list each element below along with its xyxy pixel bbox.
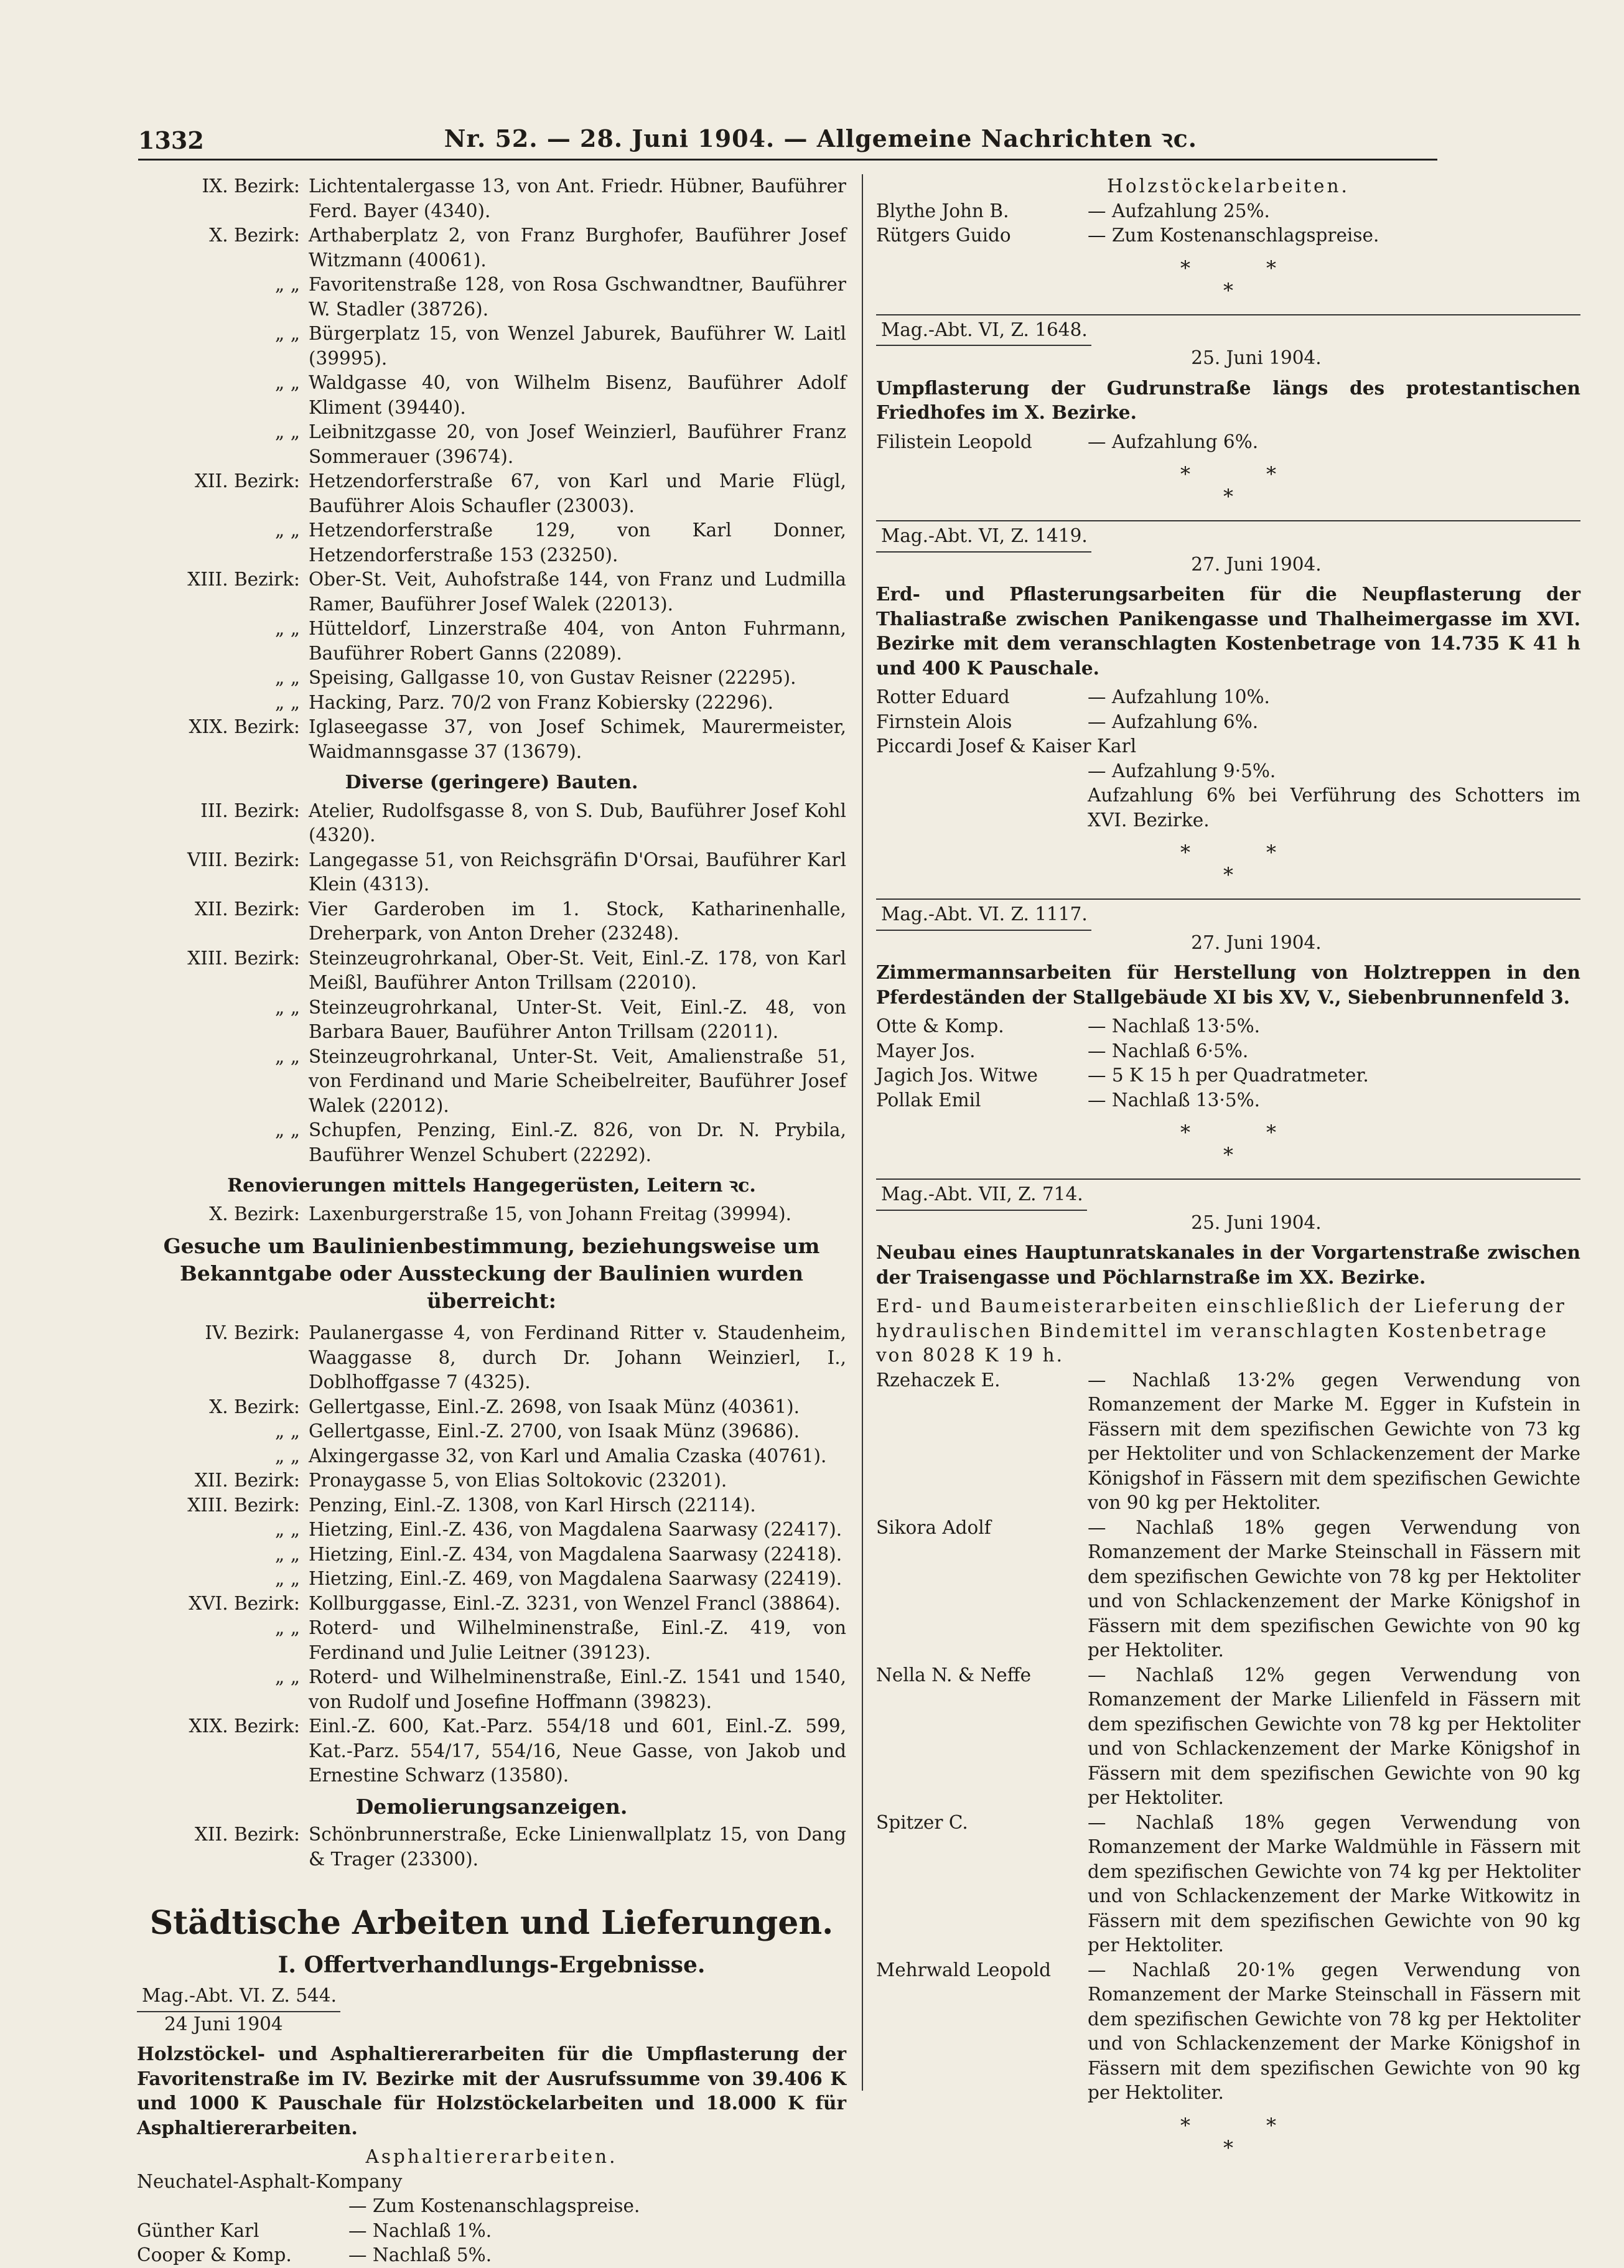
bid-result: — Nachlaß 18% gegen Verwendung von Romanzement der Marke Waldmühle in Fässern mit dem spezifischen Gewichte von 74 kg per Hektoliter und von Schlackenzement der Marke Witkowitz in Fässern mit dem spezifischen Gewichte von 90 kg per Hektoliter. bbox=[1088, 1811, 1580, 1956]
entry-text: Hetzendorferstraße 129, von Karl Donner, Hetzendorferstraße 153 (23250). bbox=[309, 520, 846, 566]
district-label: „ „ bbox=[275, 1568, 300, 1589]
table-row bbox=[876, 1958, 1580, 2106]
list-item bbox=[137, 715, 846, 764]
bidder-name: Sikora Adolf bbox=[876, 1516, 991, 1538]
entry-text: Penzing, Einl.-Z. 1308, von Karl Hirsch (22114). bbox=[309, 1494, 756, 1516]
entry-text: Speising, Gallgasse 10, von Gustav Reisner (22295). bbox=[309, 667, 796, 688]
bidder-name: Otte & Komp. bbox=[876, 1015, 1004, 1037]
bidder-name bbox=[876, 783, 1088, 833]
table-row bbox=[876, 1088, 1580, 1113]
b5-subheading: Erd- und Baumeisterarbeiten einschließlich der Lieferung der hydraulischen Bindemittel im veranschlagten Kostenbetrage von 8028 K 19 h. bbox=[876, 1295, 1566, 1366]
table-row bbox=[137, 2243, 846, 2268]
header-rule bbox=[138, 159, 1437, 161]
district-label: „ „ bbox=[275, 372, 300, 393]
entry-text: Atelier, Rudolfsgasse 8, von S. Dub, Bauführer Josef Kohl (4320). bbox=[309, 800, 846, 846]
district-label: XVI. Bezirk: bbox=[189, 1592, 300, 1614]
entry-text: Schönbrunnerstraße, Ecke Linienwallplatz 15, von Dang & Trager (23300). bbox=[309, 1824, 846, 1870]
entry-text: Hietzing, Einl.-Z. 434, von Magdalena Saarwasy (22418). bbox=[309, 1543, 842, 1565]
district-label: X. Bezirk: bbox=[209, 225, 300, 246]
district-label: „ „ bbox=[275, 1617, 300, 1638]
bid-result: — Nachlaß 12% gegen Verwendung von Romanzement der Marke Lilienfeld in Fässern mit dem spezifischen Gewichte von 78 kg per Hektoliter und von Schlackenzement der Marke Königshof in Fässern mit dem spezifischen Gewichte von 90 kg per Hektoliter. bbox=[1088, 1664, 1580, 1808]
bid-result: — Nachlaß 20·1% gegen Verwendung von Romanzement der Marke Steinschall in Fässern mit dem spezifischen Gewichte von 78 kg per Hektoliter und von Schlackenzement der Marke Königshof in Fässern mit dem spezifischen Gewichte von 90 kg per Hektoliter. bbox=[1088, 1959, 1580, 2103]
list-item bbox=[137, 1822, 846, 1872]
entry-text: Leibnitzgasse 20, von Josef Weinzierl, Bauführer Franz Sommerauer (39674). bbox=[309, 421, 846, 467]
entry-text: Iglaseegasse 37, von Josef Schimek, Maurermeister, Waidmannsgasse 37 (13679). bbox=[309, 716, 846, 762]
list-item bbox=[137, 223, 846, 273]
bidder-name: Mayer Jos. bbox=[876, 1040, 976, 1062]
list-item bbox=[137, 371, 846, 420]
entry-text: Alxingergasse 32, von Karl und Amalia Czaska (40761). bbox=[309, 1445, 827, 1467]
running-title: Nr. 52. — 28. Juni 1904. — Allgemeine Nachrichten ꝛc. bbox=[444, 124, 1198, 152]
entry-text: Favoritenstraße 128, von Rosa Gschwandtner, Bauführer W. Stadler (38726). bbox=[309, 274, 846, 320]
bid-result: — Aufzahlung 10%. bbox=[1088, 686, 1270, 707]
bid-result: Aufzahlung 6% bei Verführung des Schotters im XVI. Bezirke. bbox=[1088, 785, 1580, 831]
list-item bbox=[137, 1468, 846, 1493]
heading-gesuche: Gesuche um Baulinienbestimmung, beziehungsweise um Bekanntgabe oder Aussteckung der Baulinien wurden überreicht: bbox=[163, 1234, 820, 1313]
right-column bbox=[876, 174, 1580, 2172]
bid-result: — Nachlaß 13·5%. bbox=[1088, 1015, 1260, 1037]
district-label: VIII. Bezirk: bbox=[187, 849, 300, 870]
table-row bbox=[137, 2170, 846, 2195]
bidder-name: Cooper & Komp. bbox=[137, 2244, 292, 2266]
b5-description: Neubau eines Hauptunratskanales in der Vorgartenstraße zwischen der Traisengasse und Pöchlarnstraße im XX. Bezirke. bbox=[876, 1241, 1580, 1288]
list-item bbox=[137, 946, 846, 996]
entry-text: Gellertgasse, Einl.-Z. 2700, von Isaak Münz (39686). bbox=[309, 1421, 800, 1442]
list-item bbox=[137, 567, 846, 617]
list-item bbox=[137, 1616, 846, 1665]
list-item bbox=[137, 666, 846, 691]
entry-text: Paulanergasse 4, von Ferdinand Ritter v. Staudenheim, Waaggasse 8, durch Dr. Johann Weinzierl, I., Doblhoffgasse 7 (4325). bbox=[309, 1322, 846, 1393]
b2-results bbox=[876, 430, 1580, 455]
tender-description: Holzstöckel- und Asphaltiererarbeiten für die Umpflasterung der Favoritenstraße im IV. Bezirke mit der Ausrufssumme von 39.406 K und 1000 K Pauschale für Holzstöckelarbeiten und 18.000 K für Asphaltiererarbeiten. bbox=[137, 2043, 846, 2139]
table-row bbox=[137, 2194, 846, 2219]
table-row bbox=[876, 199, 1580, 224]
list-item bbox=[137, 1045, 846, 1119]
list-item bbox=[137, 1202, 846, 1227]
tender-results bbox=[137, 2170, 846, 2268]
entry-text: Pronaygasse 5, von Elias Soltokovic (23201). bbox=[309, 1470, 727, 1491]
district-label: „ „ bbox=[275, 323, 300, 344]
b5-ref: Mag.-Abt. VII, Z. 714. bbox=[876, 1182, 1087, 1211]
entry-text: Waldgasse 40, von Wilhelm Bisenz, Bauführer Adolf Kliment (39440). bbox=[309, 372, 846, 418]
entry-text: Ober-St. Veit, Auhofstraße 144, von Franz und Ludmilla Ramer, Bauführer Josef Walek (22013). bbox=[309, 569, 846, 615]
bidder-name: Pollak Emil bbox=[876, 1089, 981, 1111]
list-item bbox=[137, 1419, 846, 1444]
bid-result: — Nachlaß 13·5%. bbox=[1088, 1089, 1260, 1111]
bid-result: — Aufzahlung 9·5%. bbox=[1088, 760, 1276, 782]
district-label: XIII. Bezirk: bbox=[187, 947, 300, 969]
table-row bbox=[876, 1811, 1580, 1958]
page-number: 1332 bbox=[138, 126, 204, 154]
district-label: „ „ bbox=[275, 1543, 300, 1565]
entry-text: Laxenburgerstraße 15, von Johann Freitag (39994). bbox=[309, 1203, 791, 1225]
district-label: XIX. Bezirk: bbox=[189, 716, 300, 737]
b4-results bbox=[876, 1014, 1580, 1113]
district-label: X. Bezirk: bbox=[209, 1203, 300, 1225]
table-row bbox=[876, 710, 1580, 735]
entries-diverse bbox=[137, 799, 846, 1168]
b3-results bbox=[876, 685, 1580, 833]
bidder-name: Neuchatel-Asphalt-Kompany bbox=[137, 2170, 403, 2192]
b1-results bbox=[876, 199, 1580, 248]
separator-stars: * * * bbox=[1180, 841, 1277, 887]
bidder-name: Günther Karl bbox=[137, 2219, 259, 2241]
bid-result: — Aufzahlung 6%. bbox=[1088, 711, 1259, 732]
list-item bbox=[137, 1118, 846, 1167]
entry-text: Hacking, Parz. 70/2 von Franz Kobiersky (22296). bbox=[309, 691, 773, 713]
list-item bbox=[137, 1321, 846, 1395]
b3-rule bbox=[876, 520, 1580, 521]
list-item bbox=[137, 897, 846, 946]
left-column bbox=[137, 174, 846, 2268]
b4-date: 27. Juni 1904. bbox=[1191, 931, 1322, 953]
district-label: III. Bezirk: bbox=[200, 800, 300, 821]
separator-stars: * * * bbox=[1180, 1121, 1277, 1167]
district-label: „ „ bbox=[275, 1045, 300, 1067]
heading-renovations: Renovierungen mittels Hangegerüsten, Leitern ꝛc. bbox=[227, 1175, 756, 1197]
table-row bbox=[137, 2219, 846, 2244]
list-item bbox=[137, 799, 846, 848]
bid-result: — Nachlaß 18% gegen Verwendung von Romanzement der Marke Steinschall in Fässern mit dem spezifischen Gewichte von 78 kg per Hektoliter und von Schlackenzement der Marke Königshof in Fässern mit dem spezifischen Gewichte von 90 kg per Hektoliter. bbox=[1088, 1516, 1580, 1661]
district-label: XII. Bezirk: bbox=[194, 470, 300, 492]
main-title: Städtische Arbeiten und Lieferungen. bbox=[149, 1904, 834, 1942]
bidder-name: Mehrwald Leopold bbox=[876, 1959, 1052, 1981]
list-item bbox=[137, 1542, 846, 1567]
b2-description: Umpflasterung der Gudrunstraße längs des protestantischen Friedhofes im X. Bezirke. bbox=[876, 376, 1580, 423]
separator-stars: * * * bbox=[1180, 256, 1277, 302]
page-header bbox=[138, 111, 1437, 154]
list-item bbox=[137, 1567, 846, 1592]
entries-renovations bbox=[137, 1202, 846, 1227]
list-item bbox=[137, 1665, 846, 1714]
entry-text: Vier Garderoben im 1. Stock, Katharinenhalle, Dreherpark, von Anton Dreher (23248). bbox=[309, 898, 846, 944]
district-label: XII. Bezirk: bbox=[194, 1824, 300, 1845]
b3-date: 27. Juni 1904. bbox=[1191, 553, 1322, 575]
district-label: „ „ bbox=[275, 618, 300, 639]
entries-demolitions bbox=[137, 1822, 846, 1872]
entry-text: Hietzing, Einl.-Z. 469, von Magdalena Saarwasy (22419). bbox=[309, 1568, 842, 1589]
list-item bbox=[137, 996, 846, 1045]
bid-result: — Nachlaß 13·2% gegen Verwendung von Romanzement der Marke M. Egger in Kufstein in Fässern mit dem spezifischen Gewichte von 73 kg per Hektoliter und von Schlackenzement der Marke Königshof in Fässern mit dem spezifischen Gewichte von 90 kg per Hektoliter. bbox=[1088, 1369, 1580, 1513]
bid-result: — 5 K 15 h per Quadratmeter. bbox=[1088, 1065, 1369, 1086]
entry-text: Bürgerplatz 15, von Wenzel Jaburek, Bauführer W. Laitl (39995). bbox=[309, 323, 846, 369]
b5-rule bbox=[876, 1178, 1580, 1180]
separator-stars: * * * bbox=[1180, 462, 1277, 508]
table-row bbox=[876, 1663, 1580, 1811]
entry-text: Roterd- und Wilhelminenstraße, Einl.-Z. 419, von Ferdinand und Julie Leitner (39123). bbox=[309, 1617, 846, 1663]
district-label: „ „ bbox=[275, 996, 300, 1018]
district-label: XIII. Bezirk: bbox=[187, 1494, 300, 1516]
entry-text: Schupfen, Penzing, Einl.-Z. 826, von Dr. N. Prybila, Bauführer Wenzel Schubert (22292). bbox=[309, 1119, 846, 1165]
table-row bbox=[876, 1516, 1580, 1663]
entry-text: Langegasse 51, von Reichsgräfin D'Orsai, Bauführer Karl Klein (4313). bbox=[309, 849, 846, 895]
table-row bbox=[876, 430, 1580, 455]
list-item bbox=[137, 1592, 846, 1617]
entry-text: Steinzeugrohrkanal, Unter-St. Veit, Einl.-Z. 48, von Barbara Bauer, Bauführer Anton Trillsam (22011). bbox=[309, 996, 846, 1042]
table-row bbox=[876, 734, 1580, 759]
ref-date: 24 Juni 1904 bbox=[164, 2013, 283, 2035]
bidder-name: Rzehaczek E. bbox=[876, 1369, 1001, 1391]
district-label: XII. Bezirk: bbox=[194, 898, 300, 920]
list-item bbox=[137, 1714, 846, 1788]
district-label: „ „ bbox=[275, 1519, 300, 1540]
bid-result: — Nachlaß 6·5%. bbox=[1088, 1040, 1249, 1062]
bidder-name bbox=[876, 759, 1088, 784]
district-label: „ „ bbox=[275, 274, 300, 295]
b3-description: Erd- und Pflasterungsarbeiten für die Neupflasterung der Thaliastraße zwischen Panikengasse und Thalheimergasse im XVI. Bezirke mit dem veranschlagten Kostenbetrage von 14.735 K 41 h und 400 K Pauschale. bbox=[876, 583, 1580, 679]
list-item bbox=[137, 469, 846, 518]
ref-block bbox=[137, 1984, 846, 2012]
bidder-name: Firnstein Alois bbox=[876, 711, 1012, 732]
section-title: I. Offertverhandlungs-Ergebnisse. bbox=[278, 1952, 706, 1978]
district-label: „ „ bbox=[275, 667, 300, 688]
list-item bbox=[137, 1493, 846, 1518]
entry-text: Lichtentalergasse 13, von Ant. Friedr. Hübner, Bauführer Ferd. Bayer (4340). bbox=[309, 175, 846, 222]
bid-result: — Aufzahlung 6%. bbox=[1088, 431, 1259, 452]
heading-diverse: Diverse (geringere) Bauten. bbox=[345, 772, 638, 793]
table-row bbox=[876, 685, 1580, 710]
list-item bbox=[137, 1444, 846, 1469]
district-label: „ „ bbox=[275, 520, 300, 541]
district-label: X. Bezirk: bbox=[209, 1396, 300, 1417]
table-row bbox=[876, 1014, 1580, 1039]
district-label: „ „ bbox=[275, 691, 300, 713]
ref-number: Mag.-Abt. VI. Z. 544. bbox=[137, 1984, 340, 2012]
district-label: XIX. Bezirk: bbox=[189, 1715, 300, 1737]
table-row bbox=[876, 1063, 1580, 1088]
list-item bbox=[137, 518, 846, 567]
bidder-name: Rütgers Guido bbox=[876, 225, 1011, 246]
list-item bbox=[137, 420, 846, 469]
bid-result: — Nachlaß 1%. bbox=[348, 2219, 492, 2241]
b3-ref: Mag.-Abt. VI, Z. 1419. bbox=[876, 524, 1091, 553]
heading-demolitions: Demolierungsanzeigen. bbox=[355, 1794, 628, 1819]
district-label: XII. Bezirk: bbox=[194, 1470, 300, 1491]
tender-subheading: Asphaltiererarbeiten. bbox=[365, 2146, 618, 2167]
table-row bbox=[876, 1368, 1580, 1516]
entries-new-buildings bbox=[137, 174, 846, 764]
entry-text: Kollburggasse, Einl.-Z. 3231, von Wenzel Francl (38864). bbox=[309, 1592, 841, 1614]
district-label: IV. Bezirk: bbox=[205, 1322, 300, 1343]
entry-text: Hietzing, Einl.-Z. 436, von Magdalena Saarwasy (22417). bbox=[309, 1519, 842, 1540]
entry-text: Roterd- und Wilhelminenstraße, Einl.-Z. 1541 und 1540, von Rudolf und Josefine Hoffmann (39823). bbox=[309, 1666, 846, 1712]
bidder-name: Blythe John B. bbox=[876, 200, 1009, 222]
b4-ref: Mag.-Abt. VI. Z. 1117. bbox=[876, 902, 1091, 931]
district-label: „ „ bbox=[275, 1666, 300, 1687]
bidder-name: Filistein Leopold bbox=[876, 431, 1032, 452]
table-row bbox=[876, 759, 1580, 784]
table-row bbox=[876, 1039, 1580, 1064]
table-row bbox=[876, 783, 1580, 833]
bid-result: — Aufzahlung 25%. bbox=[1088, 200, 1270, 222]
bid-result: — Nachlaß 5%. bbox=[348, 2244, 492, 2266]
district-label: „ „ bbox=[275, 1421, 300, 1442]
entries-gesuche bbox=[137, 1321, 846, 1788]
b4-description: Zimmermannsarbeiten für Herstellung von Holztreppen in den Pferdeständen der Stallgebäude XI bis XV, V., Siebenbrunnenfeld 3. bbox=[876, 961, 1580, 1008]
entry-text: Steinzeugrohrkanal, Ober-St. Veit, Einl.-Z. 178, von Karl Meißl, Bauführer Anton Trillsam (22010). bbox=[309, 947, 846, 993]
list-item bbox=[137, 1395, 846, 1420]
entry-text: Steinzeugrohrkanal, Unter-St. Veit, Amalienstraße 51, von Ferdinand und Marie Scheibelreiter, Bauführer Josef Walek (22012). bbox=[309, 1045, 846, 1116]
entry-text: Hetzendorferstraße 67, von Karl und Marie Flügl, Bauführer Alois Schaufler (23003). bbox=[309, 470, 846, 516]
district-label: „ „ bbox=[275, 421, 300, 442]
district-label: IX. Bezirk: bbox=[202, 175, 300, 197]
table-row bbox=[876, 223, 1580, 248]
list-item bbox=[137, 691, 846, 716]
list-item bbox=[137, 174, 846, 223]
bidder-name: Piccardi Josef & Kaiser Karl bbox=[876, 735, 1137, 757]
separator-stars: * * * bbox=[1180, 2113, 1277, 2160]
entry-text: Gellertgasse, Einl.-Z. 2698, von Isaak Münz (40361). bbox=[309, 1396, 800, 1417]
bidder-name: Jagich Jos. Witwe bbox=[876, 1065, 1038, 1086]
bid-result: — Zum Kostenanschlagspreise. bbox=[348, 2195, 640, 2216]
bidder-name: Rotter Eduard bbox=[876, 686, 1010, 707]
b2-ref: Mag.-Abt. VI, Z. 1648. bbox=[876, 318, 1091, 347]
column-divider bbox=[862, 174, 863, 2091]
bid-result: — Zum Kostenanschlagspreise. bbox=[1088, 225, 1379, 246]
district-label: XIII. Bezirk: bbox=[187, 569, 300, 590]
b1-subheading: Holzstöckelarbeiten. bbox=[1107, 175, 1350, 197]
district-label: „ „ bbox=[275, 1445, 300, 1467]
list-item bbox=[137, 1518, 846, 1542]
list-item bbox=[137, 273, 846, 322]
list-item bbox=[137, 848, 846, 897]
bidder-name bbox=[137, 2194, 348, 2219]
b5-date: 25. Juni 1904. bbox=[1191, 1211, 1322, 1233]
list-item bbox=[137, 322, 846, 371]
b2-date: 25. Juni 1904. bbox=[1191, 347, 1322, 368]
b2-rule bbox=[876, 314, 1580, 315]
b5-results bbox=[876, 1368, 1580, 2106]
entry-text: Einl.-Z. 600, Kat.-Parz. 554/18 und 601, Einl.-Z. 599, Kat.-Parz. 554/17, 554/16, Neue Gasse, von Jakob und Ernestine Schwarz (13580). bbox=[309, 1715, 846, 1786]
b4-rule bbox=[876, 898, 1580, 900]
entry-text: Hütteldorf, Linzerstraße 404, von Anton Fuhrmann, Bauführer Robert Ganns (22089). bbox=[309, 618, 846, 664]
list-item bbox=[137, 617, 846, 666]
district-label: „ „ bbox=[275, 1119, 300, 1141]
entry-text: Arthaberplatz 2, von Franz Burghofer, Bauführer Josef Witzmann (40061). bbox=[309, 225, 846, 271]
bidder-name: Spitzer C. bbox=[876, 1811, 968, 1833]
bidder-name: Nella N. & Neffe bbox=[876, 1664, 1032, 1686]
